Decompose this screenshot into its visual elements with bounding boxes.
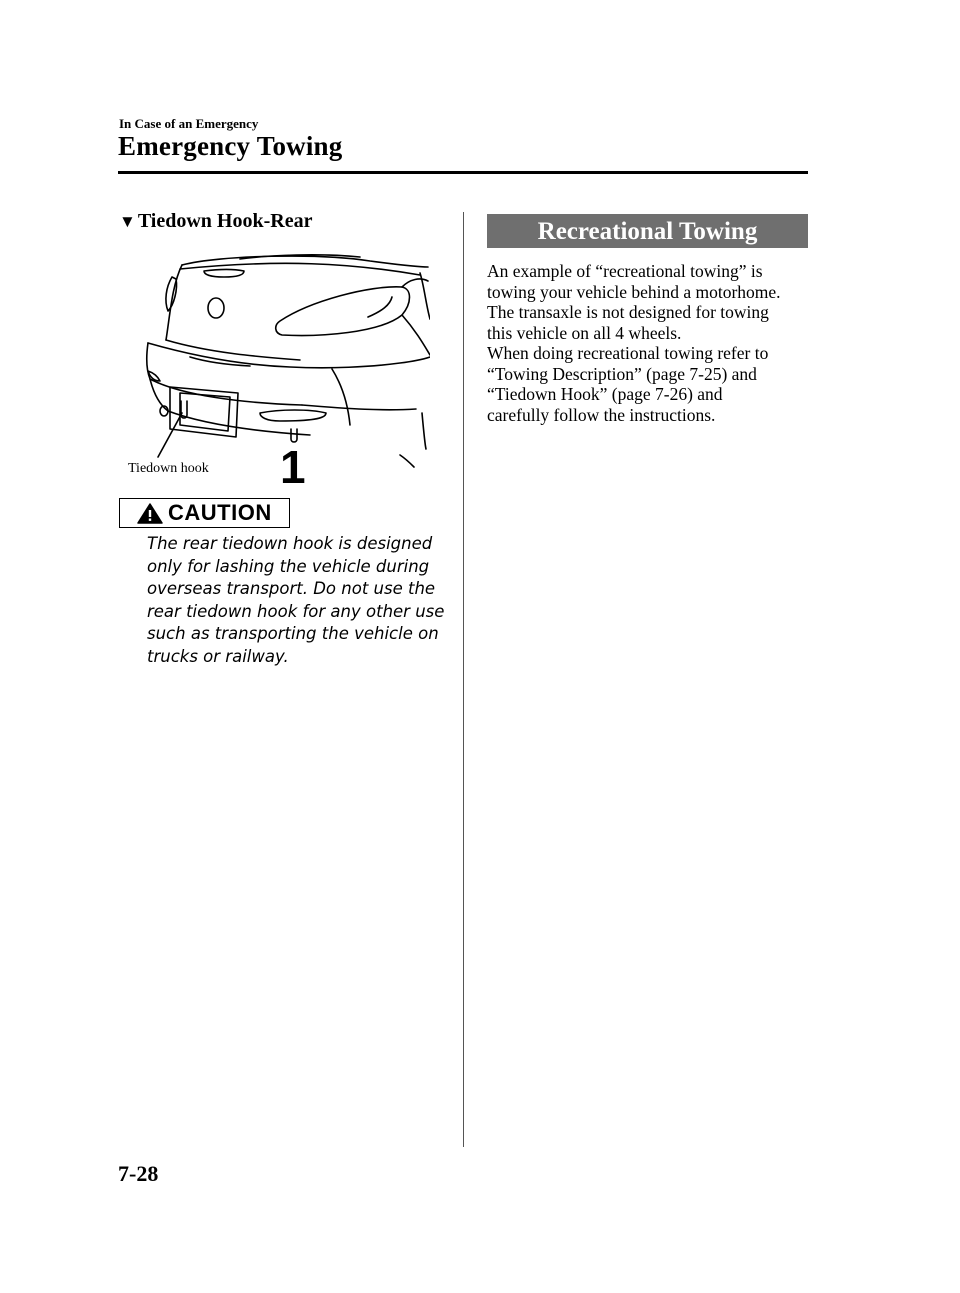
- column-divider: [463, 212, 464, 1147]
- body-line: carefully follow the instructions.: [487, 404, 716, 425]
- caution-line: rear tiedown hook for any other use: [147, 601, 445, 621]
- subheading-text: Tiedown Hook-Rear: [137, 210, 313, 232]
- caution-label: CAUTION: [168, 500, 272, 525]
- body-line: towing your vehicle behind a motorhome.: [487, 281, 781, 302]
- caution-line: overseas transport. Do not use the: [147, 579, 436, 598]
- caution-line: only for lashing the vehicle during: [147, 556, 430, 576]
- body-line: “Towing Description” (page 7-25) and: [487, 363, 757, 384]
- chapter-title: Emergency Towing: [118, 131, 343, 161]
- figure-callout-label: Tiedown hook: [128, 461, 209, 476]
- body-line: When doing recreational towing refer to: [487, 343, 769, 363]
- body-line: “Tiedown Hook” (page 7-26) and: [487, 384, 723, 404]
- caution-line: The rear tiedown hook is designed: [147, 534, 433, 553]
- body-text: [487, 261, 817, 425]
- section-label: In Case of an Emergency: [119, 116, 259, 131]
- triangle-down-icon: ▼: [119, 212, 136, 231]
- caution-line: such as transporting the vehicle on: [147, 624, 439, 643]
- body-line: this vehicle on all 4 wheels.: [487, 322, 682, 343]
- caution-line: trucks or railway.: [147, 646, 289, 666]
- header-rule: [118, 171, 808, 174]
- body-line: The transaxle is not designed for towing: [487, 302, 769, 322]
- subheading: [119, 210, 312, 233]
- caution-badge: [119, 498, 290, 528]
- page-number: 7-28: [118, 1161, 159, 1186]
- caution-body: [147, 533, 447, 668]
- rear-car-illustration: [120, 245, 430, 490]
- figure-number: 1: [280, 441, 306, 490]
- warning-icon: [137, 503, 163, 524]
- section-banner: Recreational Towing: [487, 214, 808, 248]
- body-line: An example of “recreational towing” is: [487, 261, 763, 281]
